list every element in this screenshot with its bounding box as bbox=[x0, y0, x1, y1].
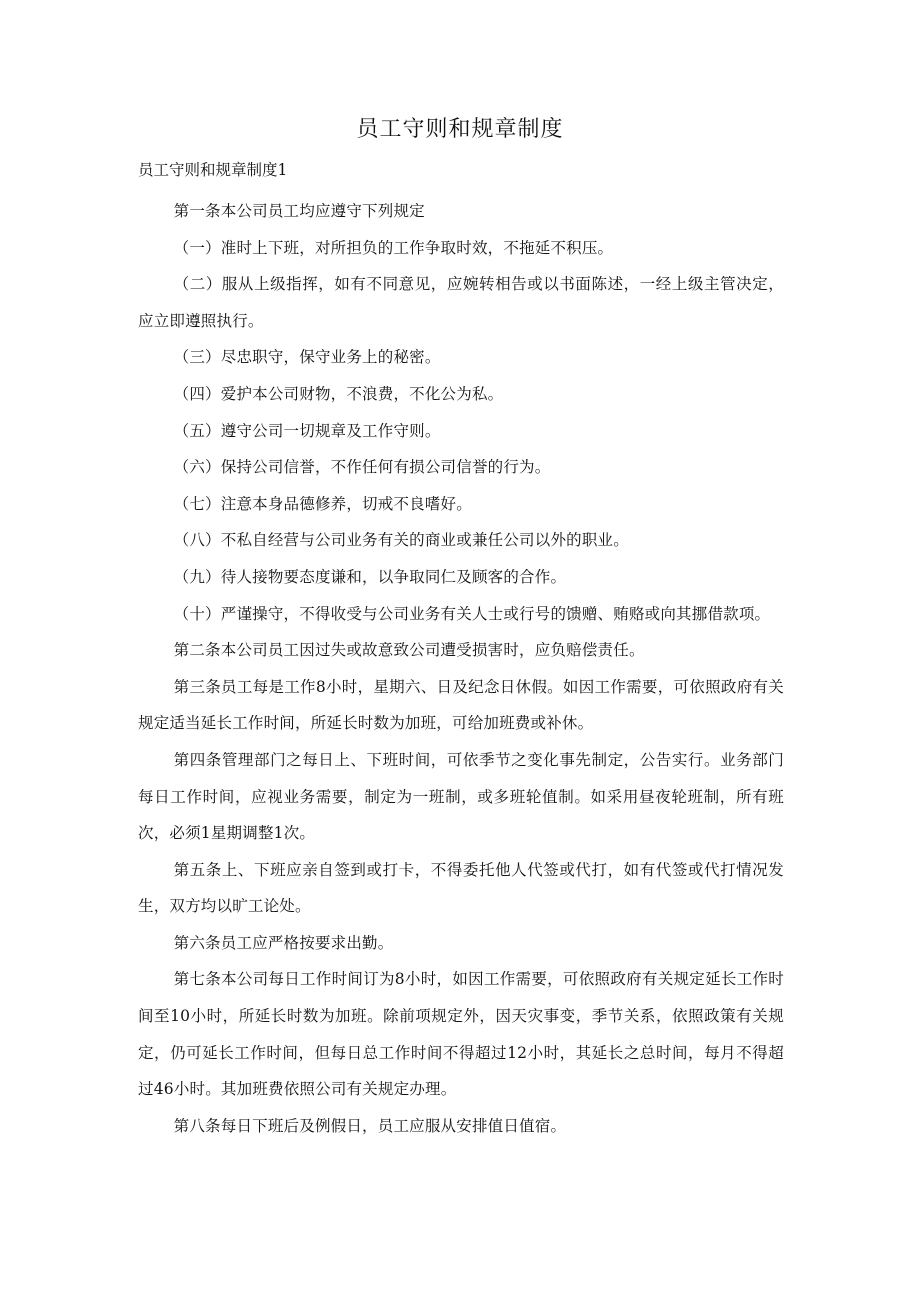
document-body bbox=[138, 193, 784, 1144]
article-5: 第五条上、下班应亲自签到或打卡，不得委托他人代签或代打，如有代签或代打情况发生，双方均以旷工论处。 bbox=[138, 860, 784, 916]
rule-item-8: （八）不私自经营与公司业务有关的商业或兼任公司以外的职业。 bbox=[173, 531, 629, 550]
rule-item-2: （二）服从上级指挥，如有不同意见，应婉转相告或以书面陈述，一经上级主管决定，应立即遵照执行。 bbox=[138, 275, 784, 330]
rule-item-6: （六）保持公司信誉，不作任何有损公司信誉的行为。 bbox=[173, 458, 551, 477]
rule-item-3: （三）尽忠职守，保守业务上的秘密。 bbox=[173, 348, 441, 367]
rule-item-9: （九）待人接物要态度谦和，以争取同仁及顾客的合作。 bbox=[173, 567, 567, 586]
article-6: 第六条员工应严格按要求出勤。 bbox=[173, 933, 394, 952]
article-7: 第七条本公司每日工作时间订为8小时，如因工作需要，可依照政府有关规定延长工作时间至10小时，所延长时数为加班。除前项规定外，因天灾事变，季节关系，依照政策有关规定，仍可延长工作时间，但每日总工作时间不得超过12小时，其延长之总时间，每月不得超过46小时。其加班费依照公司有关规定办理。 bbox=[138, 970, 784, 1099]
article-4: 第四条管理部门之每日上、下班时间，可依季节之变化事先制定，公告实行。业务部门每日工作时间，应视业务需要，制定为一班制，或多班轮值制。如采用昼夜轮班制，所有班次，必须1星期调整1次。 bbox=[138, 750, 784, 843]
rule-item-10: （十）严谨操守，不得收受与公司业务有关人士或行号的馈赠、贿赂或向其挪借款项。 bbox=[173, 604, 771, 623]
document-title: 员工守则和规章制度 bbox=[356, 117, 564, 142]
article-8: 第八条每日下班后及例假日，员工应服从安排值日值宿。 bbox=[173, 1116, 567, 1135]
rule-item-5: （五）遵守公司一切规章及工作守则。 bbox=[173, 421, 441, 440]
article-1-heading: 第一条本公司员工均应遵守下列规定 bbox=[173, 202, 425, 220]
article-2: 第二条本公司员工因过失或故意致公司遭受损害时，应负赔偿责任。 bbox=[173, 641, 645, 660]
rule-item-4: （四）爱护本公司财物，不浪费，不化公为私。 bbox=[173, 384, 504, 403]
article-3: 第三条员工每是工作8小时，星期六、日及纪念日休假。如因工作需要，可依照政府有关规定适当延长工作时间，所延长时数为加班，可给加班费或补休。 bbox=[138, 677, 784, 733]
rule-item-1: （一）准时上下班，对所担负的工作争取时效，不拖延不积压。 bbox=[173, 238, 614, 257]
document-subtitle: 员工守则和规章制度1 bbox=[138, 161, 288, 179]
rule-item-7: （七）注意本身品德修养，切戒不良嗜好。 bbox=[173, 494, 472, 513]
